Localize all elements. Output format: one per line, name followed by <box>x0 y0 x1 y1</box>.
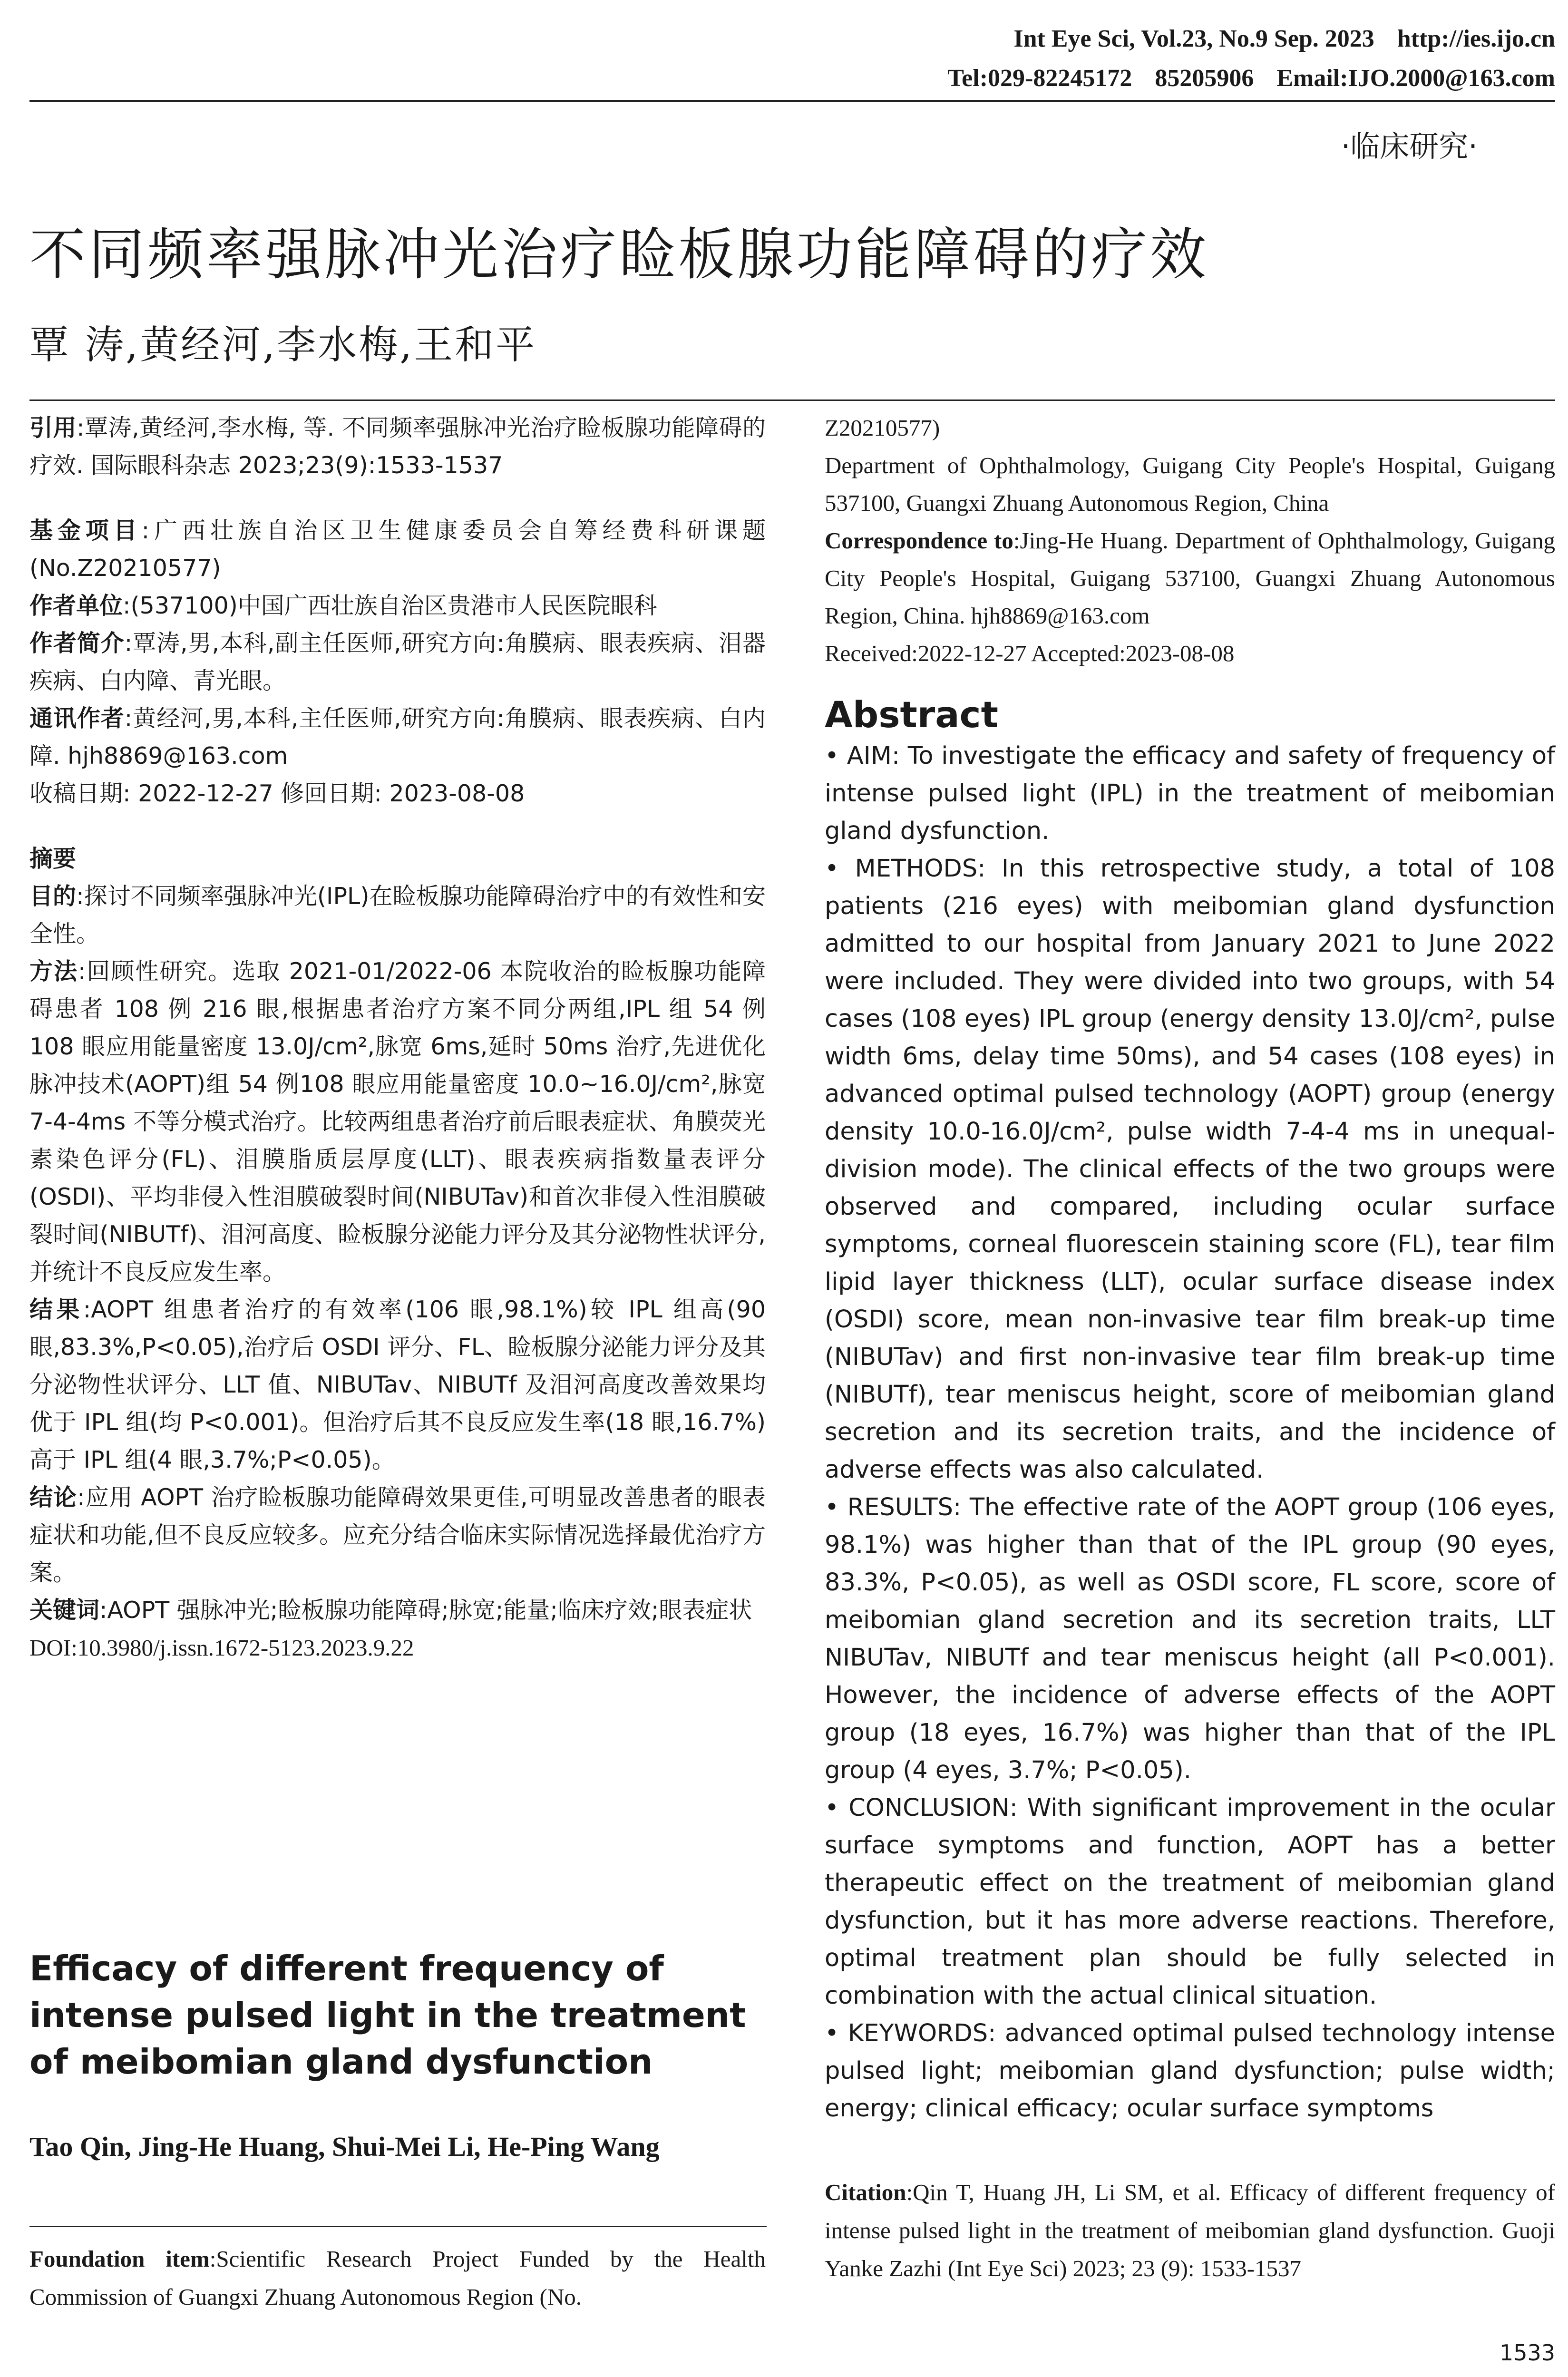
bio-zh <box>29 624 766 700</box>
correspondence-label: Correspondence to <box>825 527 1013 554</box>
abstract-results-en: • RESULTS: The effective rate of the AOPT group (106 eyes, 98.1%) was higher than that of the IPL group (90 eyes, 83.3%, P<0.05), as well as OSDI score, FL score, score of meibomian gland secretion and its secretion traits, LLT NIBUTav, NIBUTf and tear meniscus height (all P<0.001). However, the incidence of adverse effects of the AOPT group (18 eyes, 16.7%) was higher than that of the IPL group (4 eyes, 3.7%; P<0.05). <box>825 1493 1555 1784</box>
keywords-zh-text: :AOPT 强脉冲光;睑板腺功能障碍;脉宽;能量;临床疗效;眼表症状 <box>99 1597 752 1624</box>
keywords-zh-label: 关键词 <box>29 1597 100 1624</box>
journal-name: Int Eye Sci, Vol.23, No.9 Sep. 2023 <box>1013 25 1374 52</box>
aim-zh <box>29 877 766 953</box>
article-authors-zh: 覃 涛,黄经河,李水梅,王和平 <box>29 322 537 368</box>
unit-zh <box>29 587 766 624</box>
corr-zh-label: 通讯作者 <box>29 705 125 732</box>
received-accepted: Received:2022-12-27 Accepted:2023-08-08 <box>825 640 1235 666</box>
aim-zh-label: 目的 <box>29 883 77 910</box>
unit-zh-text: :(537100)中国广西壮族自治区贵港市人民医院眼科 <box>123 592 657 619</box>
doi[interactable]: DOI:10.3980/j.issn.1672-5123.2023.9.22 <box>29 1635 414 1661</box>
unit-zh-label: 作者单位 <box>29 592 123 619</box>
abstract-heading-en: Abstract <box>825 693 998 736</box>
left-column <box>29 409 766 1666</box>
conclusion-zh-label: 结论 <box>29 1484 78 1511</box>
results-zh <box>29 1291 766 1479</box>
foundation-text: :Scientific Research Project Funded by the Health Commission of Guangxi Zhuang Autonomous Region (No. <box>29 2246 766 2310</box>
abstract-aim-en: • AIM: To investigate the efficacy and safety of frequency of intense pulsed light (IPL) in the treatment of meibomian gland dysfunction. <box>825 742 1555 845</box>
article-authors-en: Tao Qin, Jing-He Huang, Shui-Mei Li, He-Ping Wang <box>29 2131 660 2162</box>
abstract-heading-zh: 摘要 <box>29 845 77 872</box>
abstract-conclusion-en: • CONCLUSION: With significant improvement in the ocular surface symptoms and function, AOPT has a better therapeutic effect on the treatment of meibomian gland dysfunction, but it has more adverse reactions. Therefore, optimal treatment plan should be fully selected in combination with the actual clinical situation. <box>825 1794 1555 2010</box>
dates-zh: 收稿日期: 2022-12-27 修回日期: 2023-08-08 <box>29 780 525 807</box>
foundation-rule <box>29 2226 767 2227</box>
bio-zh-text: :覃涛,男,本科,副主任医师,研究方向:角膜病、眼表疾病、泪器疾病、白内障、青光眼。 <box>29 630 766 694</box>
fund-zh-label: 基金项目 <box>29 517 142 544</box>
journal-url[interactable]: http://ies.ijo.cn <box>1397 25 1555 52</box>
citation-en <box>825 2173 1555 2288</box>
aim-zh-text: :探讨不同频率强脉冲光(IPL)在睑板腺功能障碍治疗中的有效性和安全性。 <box>29 883 766 947</box>
title-rule <box>29 399 1555 401</box>
journal-tel: Tel:029-82245172 <box>947 65 1132 92</box>
journal-tel2: 85205906 <box>1155 65 1254 92</box>
citation-en-text: :Qin T, Huang JH, Li SM, et al. Efficacy of different frequency of intense pulsed light in the treatment of meibomian gland dysfunction. Guoji Yanke Zazhi (Int Eye Sci) 2023; 23 (9): 1533-1537 <box>825 2179 1555 2281</box>
methods-zh <box>29 953 766 1291</box>
article-title-en: Efficacy of different frequency of intense pulsed light in the treatment of meibomian gland dysfunction <box>29 1948 746 2082</box>
journal-header-line2 <box>947 64 1555 92</box>
results-zh-label: 结果 <box>29 1296 83 1323</box>
right-column <box>825 409 1555 2127</box>
fund-continued: Z20210577) <box>825 415 940 441</box>
affiliation-en: Department of Ophthalmology, Guigang City People's Hospital, Guigang 537100, Guangxi Zhuang Autonomous Region, China <box>825 452 1555 516</box>
methods-zh-text: :回顾性研究。选取 2021-01/2022-06 本院收治的睑板腺功能障碍患者 108 例 216 眼,根据患者治疗方案不同分两组,IPL 组 54 例 108 眼应用能量密度 13.0J/cm²,脉宽 6ms,延时 50ms 治疗,先进优化脉冲技术(AOPT)组 54 例108 眼应用能量密度 10.0~16.0J/cm²,脉宽 7-4-4ms 不等分模式治疗。比较两组患者治疗前后眼表症状、角膜荧光素染色评分(FL)、泪膜脂质层厚度(LLT)、眼表疾病指数量表评分(OSDI)、平均非侵入性泪膜破裂时间(NIBUTav)和首次非侵入性泪膜破裂时间(NIBUTf)、泪河高度、睑板腺分泌能力评分及其分泌物性状评分,并统计不良反应发生率。 <box>29 958 766 1286</box>
journal-email[interactable]: Email:IJO.2000@163.com <box>1276 65 1555 92</box>
citation-zh-label: 引用 <box>29 414 77 441</box>
journal-header-line1 <box>1013 25 1555 53</box>
foundation-label: Foundation item <box>29 2246 210 2272</box>
fund-zh-text: :广西壮族自治区卫生健康委员会自筹经费科研课题(No.Z20210577) <box>29 517 766 582</box>
corr-zh-text: :黄经河,男,本科,主任医师,研究方向:角膜病、眼表疾病、白内障. hjh8869@163.com <box>29 705 766 770</box>
citation-en-label: Citation <box>825 2179 906 2205</box>
abstract-keywords-en: • KEYWORDS: advanced optimal pulsed technology intense pulsed light; meibomian gland dysfunction; pulse width; energy; clinical efficacy; ocular surface symptoms <box>825 2019 1555 2123</box>
citation-zh <box>29 409 766 484</box>
methods-zh-label: 方法 <box>29 958 78 985</box>
article-title-zh: 不同频率强脉冲光治疗睑板腺功能障碍的疗效 <box>29 222 1209 287</box>
section-label: ·临床研究· <box>1341 129 1478 164</box>
foundation-item <box>29 2240 766 2316</box>
conclusion-zh-text: :应用 AOPT 治疗睑板腺功能障碍效果更佳,可明显改善患者的眼表症状和功能,但不良反应较多。应充分结合临床实际情况选择最优治疗方案。 <box>29 1484 766 1586</box>
keywords-zh <box>29 1591 766 1629</box>
abstract-methods-en: • METHODS: In this retrospective study, a total of 108 patients (216 eyes) with meibomian gland dysfunction admitted to our hospital from January 2021 to June 2022 were included. They were divided into two groups, with 54 cases (108 eyes) IPL group (energy density 13.0J/cm², pulse width 6ms, delay time 50ms), and 54 cases (108 eyes) in advanced optimal pulsed technology (AOPT) group (energy density 10.0-16.0J/cm², pulse width 7-4-4 ms in unequal-division mode). The clinical effects of the two groups were observed and compared, including ocular surface symptoms, corneal fluorescein staining score (FL), tear film lipid layer thickness (LLT), ocular surface disease index (OSDI) score, mean non-invasive tear film break-up time (NIBUTav) and first non-invasive tear film break-up time (NIBUTf), tear meniscus height, score of meibomian gland secretion and its secretion traits, and the incidence of adverse effects was also calculated. <box>825 855 1555 1484</box>
bio-zh-label: 作者简介 <box>29 630 125 657</box>
citation-zh-text: :覃涛,黄经河,李水梅, 等. 不同频率强脉冲光治疗睑板腺功能障碍的疗效. 国际眼科杂志 2023;23(9):1533-1537 <box>29 414 766 479</box>
correspondence-en <box>825 522 1555 634</box>
fund-zh <box>29 512 766 587</box>
header-rule <box>29 100 1555 102</box>
page-number: 1533 <box>1499 2340 1555 2366</box>
corr-zh <box>29 700 766 775</box>
correspondence-text: :Jing-He Huang. Department of Ophthalmology, Guigang City People's Hospital, Guigang 537100, Guangxi Zhuang Autonomous Region, China. hjh8869@163.com <box>825 527 1555 629</box>
conclusion-zh <box>29 1479 766 1591</box>
results-zh-text: :AOPT 组患者治疗的有效率(106 眼,98.1%)较 IPL 组高(90 眼,83.3%,P<0.05),治疗后 OSDI 评分、FL、睑板腺分泌能力评分及其分泌物性状评分、LLT 值、NIBUTav、NIBUTf 及泪河高度改善效果均优于 IPL 组(均 P<0.001)。但治疗后其不良反应发生率(18 眼,16.7%)高于 IPL 组(4 眼,3.7%;P<0.05)。 <box>29 1296 766 1473</box>
